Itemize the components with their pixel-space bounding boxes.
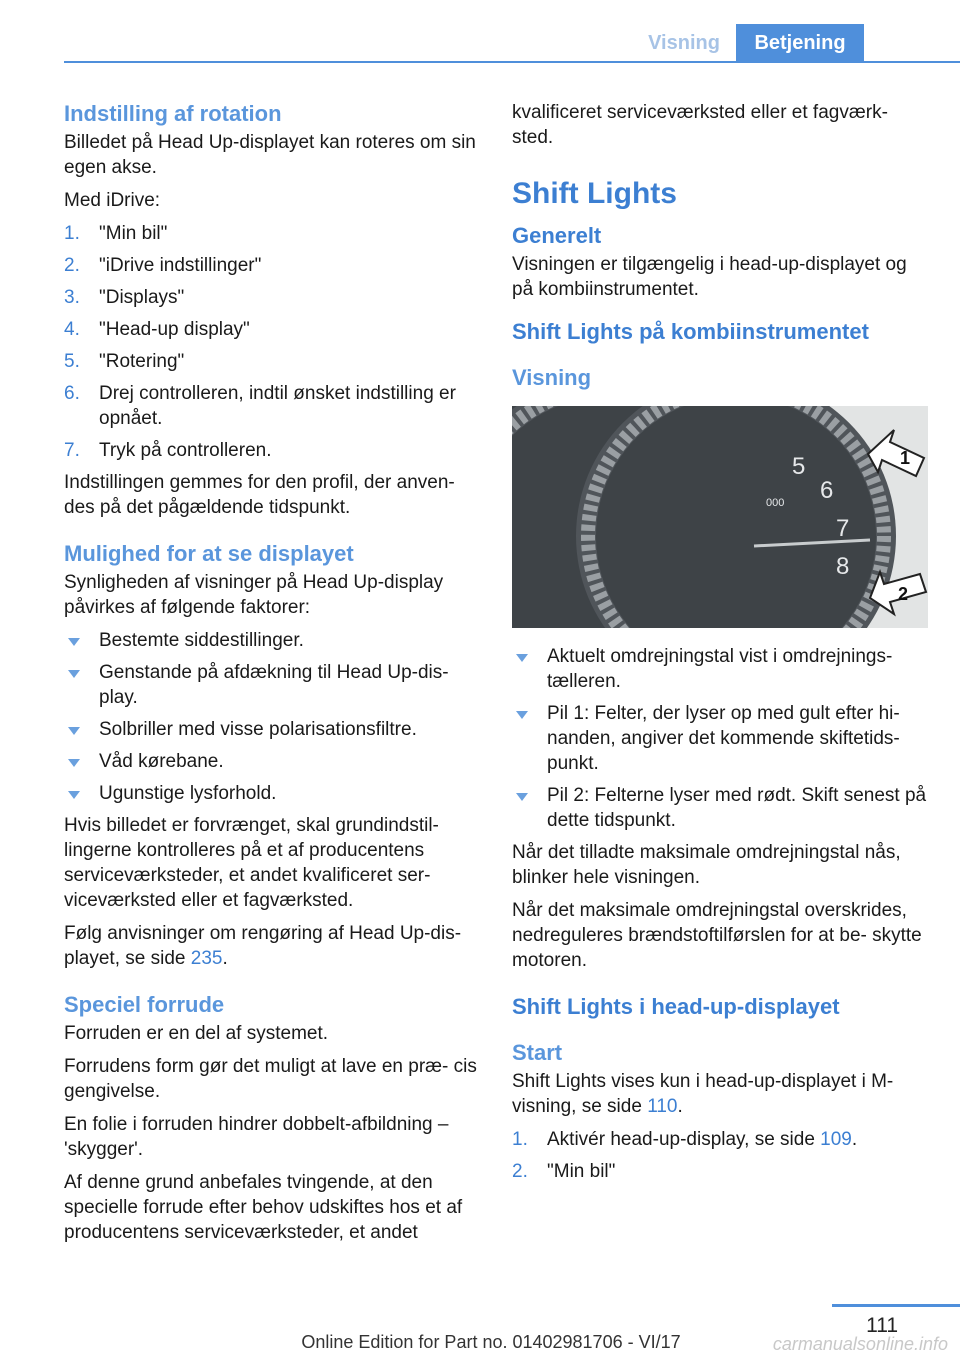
- shift-lights-figure: [512, 406, 928, 628]
- list-item: Bestemte siddestillinger.: [64, 628, 482, 653]
- paragraph-start: Shift Lights vises kun i head-up-displayet i M- visning, se side 110.: [512, 1071, 894, 1117]
- bullet-triangle-icon: [68, 759, 80, 767]
- list-item: 3. "Displays": [64, 287, 185, 308]
- paragraph-saved: Indstillingen gemmes for den profil, der anven- des på det pågældende tidspunkt.: [64, 472, 455, 518]
- footer-rule: [832, 1304, 960, 1307]
- page-link-109[interactable]: 109: [820, 1129, 852, 1150]
- paragraph-max-1: Når det tilladte maksimale omdrejningstal nås, blinker hele visningen.: [512, 842, 901, 888]
- paragraph-cleaning: Følg anvisninger om rengøring af Head Up-dis- playet, se side 235.: [64, 923, 462, 969]
- page-link-235[interactable]: 235: [190, 948, 223, 969]
- list-item: 1. Aktivér head-up-display, se side 109.: [512, 1129, 858, 1150]
- list-item: Pil 2: Felterne lyser med rødt. Skift senest på dette tidspunkt.: [512, 783, 932, 833]
- heading-combi: Shift Lights på kombiinstrumentet: [512, 319, 869, 344]
- gauge-3-number-5: 5: [792, 453, 806, 480]
- bullet-triangle-icon: [516, 654, 528, 662]
- heading-visibility: Mulighed for at se displayet: [64, 541, 354, 566]
- list-item: Aktuelt omdrejningstal vist i omdrejnings- tælleren.: [512, 644, 932, 694]
- paragraph-visibility: Synligheden af visninger på Head Up-display påvirkes af følgende faktorer:: [64, 572, 444, 618]
- paragraph-general: Visningen er tilgængelig i head-up-displayet og på kombiinstrumentet.: [512, 254, 907, 300]
- gauge-3-partial-label: 000: [766, 497, 785, 509]
- gauge-3-number-6: 6: [820, 477, 834, 504]
- gauge-3-number-7: 7: [836, 515, 850, 542]
- tab-visning[interactable]: Visning: [648, 31, 720, 54]
- paragraph-rotation: Billedet på Head Up-displayet kan roteres om sin egen akse.: [64, 132, 476, 178]
- heading-shift-lights: Shift Lights: [512, 177, 677, 210]
- list-item: 1. "Min bil": [64, 223, 168, 244]
- heading-windshield: Speciel forrude: [64, 992, 225, 1017]
- paragraph-distorted: Hvis billedet er forvrænget, skal grundindstil- lingerne kontrolleres på et af producentens serviceværksteder, et andet kvalificeret ser- viceværksted eller et fagværksted.: [64, 815, 439, 911]
- visibility-factors: [64, 628, 482, 806]
- list-item: 2. "iDrive indstillinger": [64, 255, 262, 276]
- right-column: [512, 100, 932, 1191]
- start-steps: [512, 1127, 932, 1184]
- edition-footer: Online Edition for Part no. 01402981706 - VI/17: [301, 1332, 681, 1352]
- rotation-steps: [64, 221, 482, 463]
- bullet-triangle-icon: [68, 791, 80, 799]
- paragraph-windshield-3: En folie i forruden hindrer dobbelt-afbildning – 'skygger'.: [64, 1114, 449, 1160]
- list-item: 2. "Min bil": [512, 1161, 616, 1182]
- header-rule: [64, 61, 960, 63]
- paragraph-windshield-4: Af denne grund anbefales tvingende, at den specielle forrude efter behov udskiftes hos et af producentens serviceværksteder, et andet: [64, 1172, 463, 1243]
- gauge-panel-3: [576, 406, 928, 628]
- list-item: Solbriller med visse polarisationsfiltre.: [64, 717, 482, 742]
- paragraph-windshield-2: Forrudens form gør det muligt at lave en præ- cis gengivelse.: [64, 1056, 477, 1102]
- gauge-3-number-8: 8: [836, 553, 850, 580]
- bullet-triangle-icon: [68, 727, 80, 735]
- tab-betjening[interactable]: Betjening: [736, 24, 864, 62]
- paragraph-continued: kvalificeret serviceværksted eller et fagværk- sted.: [512, 102, 888, 148]
- page-number: 111: [866, 1314, 898, 1337]
- paragraph-idrive: Med iDrive:: [64, 190, 161, 211]
- paragraph-windshield-1: Forruden er en del af systemet.: [64, 1023, 329, 1044]
- display-items: [512, 644, 932, 833]
- page-link-110[interactable]: 110: [647, 1096, 678, 1117]
- list-item: 4. "Head-up display": [64, 319, 250, 340]
- list-item: Genstande på afdækning til Head Up-dis- play.: [64, 660, 482, 710]
- bullet-triangle-icon: [516, 711, 528, 719]
- heading-rotation: Indstilling af rotation: [64, 101, 282, 126]
- list-item: 6. Drej controlleren, indtil ønsket indstilling er opnået.: [64, 383, 456, 429]
- heading-general: Generelt: [512, 223, 602, 248]
- bullet-triangle-icon: [68, 638, 80, 646]
- paragraph-max-2: Når det maksimale omdrejningstal overskrides, nedreguleres brændstoftilførslen for at be- skytte motoren.: [512, 900, 922, 971]
- left-column: [64, 100, 482, 1253]
- heading-hud: Shift Lights i head-up-displayet: [512, 994, 840, 1019]
- list-item: 5. "Rotering": [64, 351, 185, 372]
- bullet-triangle-icon: [68, 670, 80, 678]
- list-item: Pil 1: Felter, der lyser op med gult efter hi- nanden, angiver det kommende skiftetids- punkt.: [512, 701, 932, 776]
- list-item: Ugunstige lysforhold.: [64, 781, 482, 806]
- heading-start: Start: [512, 1040, 563, 1065]
- watermark: carmanualsonline.info: [772, 1334, 948, 1354]
- heading-display: Visning: [512, 365, 592, 390]
- bullet-triangle-icon: [516, 793, 528, 801]
- list-item: Våd kørebane.: [64, 749, 482, 774]
- arrow-1-label: 1: [900, 448, 911, 468]
- list-item: 7. Tryk på controlleren.: [64, 440, 272, 461]
- arrow-2-label: 2: [898, 584, 909, 604]
